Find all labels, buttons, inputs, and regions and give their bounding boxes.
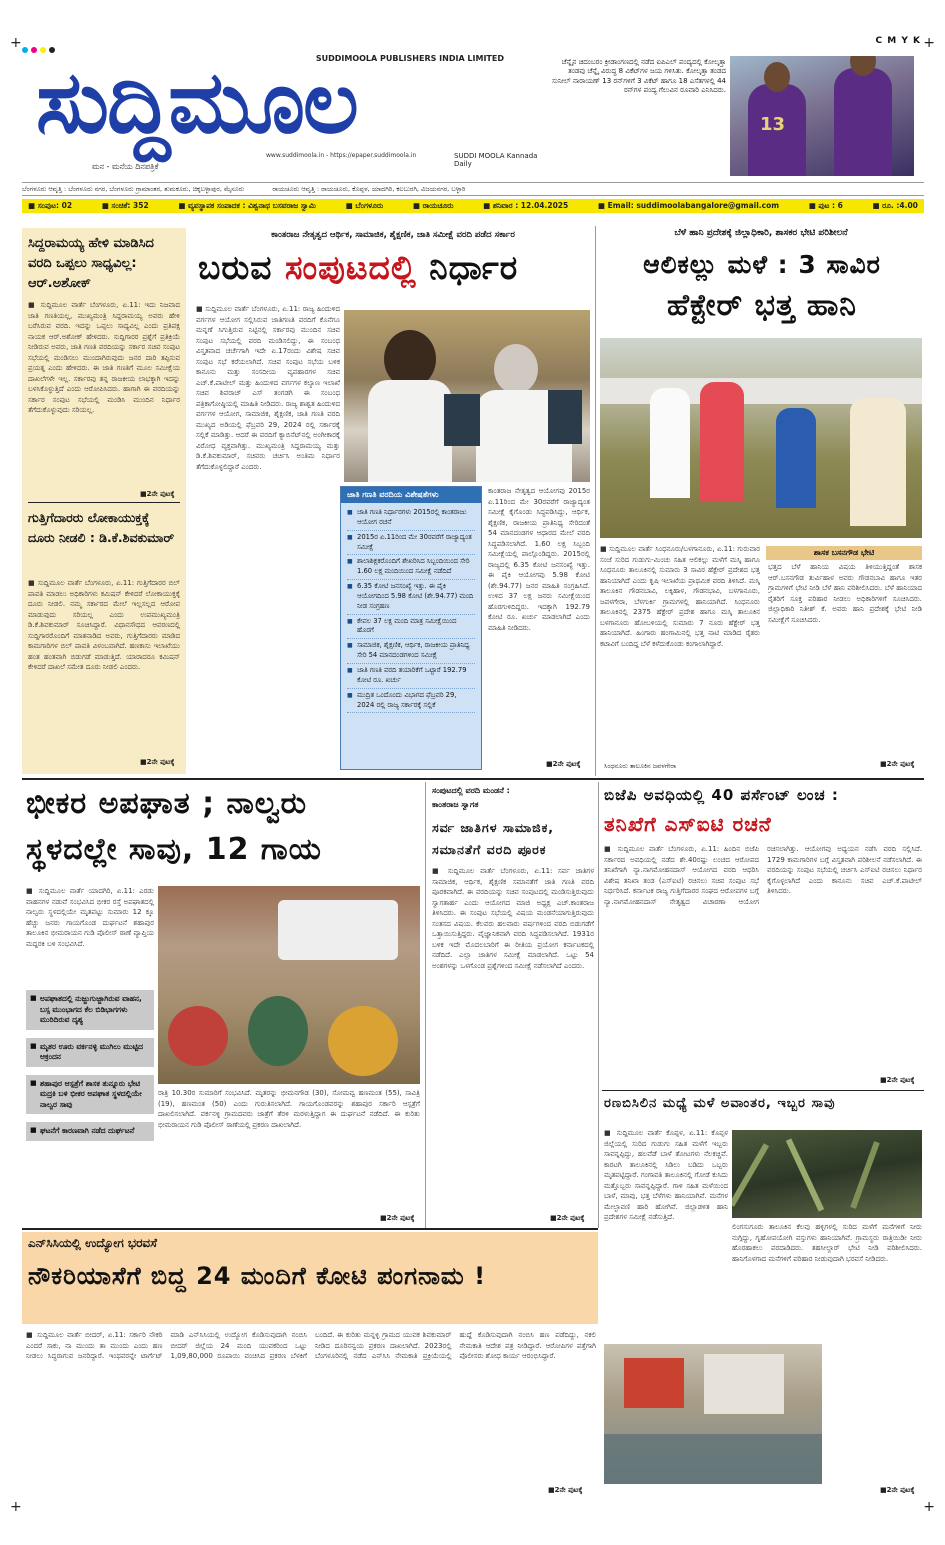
hail-more[interactable]: ■2ನೇ ಪುಟಕ್ಕೆ (880, 760, 915, 768)
hail-body: ■ ಸುದ್ದಿಮೂಲ ವಾರ್ತೆ ಸಿಂಧನೂರು/ಬಳಗಾನೂರು, ಏ.11: ಗುರುವಾರ ಸಂಜೆ ಸುರಿದ ಗುಡುಗು-ಮಿಂಚು ಸಹಿತ ಆಲಿಕಲ್ಲು ಮಳೆಗೆ ಮಸ್ಕಿ ಹಾಗೂ ಸಿಂಧನೂರು ತಾಲೂಕಿನಲ್ಲಿ ಸುಮಾರು 3 ಸಾವಿರ ಹೆಕ್ಟೇರ್ ಪ್ರದೇಶದ ಭತ್ತ ಹಾನಿಯಾಗಿದೆ ಎಂದು ಕೃಷಿ ಇಲಾಖೆಯ ಪ್ರಾಥಮಿಕ ವರದಿ ತಿಳಿಸಿದೆ. ಮಸ್ಕಿ ತಾಲೂಕಿನ ಗೌಡನಬಾವಿ, ಲಕ್ಕಿಹಾಳ, ಗೌಡನಭಾವಿ, ಬಳಗಾನೂರು, ಜವಳಗೇರಾ, ಬೆಳಗುರ್ಕಿ ಗ್ರಾಮಗಳಲ್ಲಿ ಹಾನಿಯಾಗಿದೆ. ಸಿಂಧನೂರು ತಾಲೂಕಿನಲ್ಲಿ 2375 ಹೆಕ್ಟೇರ್ ಪ್ರದೇಶ ಹಾಗೂ ಮಸ್ಕಿ ತಾಲೂಕಿನ ಬಳಗಾನೂರು ಹೋಬಳಿಯಲ್ಲಿ ಸುಮಾರು 7 ನೂರು ಹೆಕ್ಟೇರ್ ಭತ್ತ ಹಾನಿಯಾಗಿದೆ. ಹಿಂಗಾರು ಹಂಗಾಮಿನಲ್ಲಿ ಭತ್ತ ನಾಟಿ ಮಾಡಿದ ರೈತರು ಕಟಾವಿಗೆ ಬಂದಿದ್ದ ಬೆಳೆ ಕಳೆದುಕೊಂಡು ಕಂಗಾಲಾಗಿದ್ದಾರೆ. (600, 545, 760, 648)
list-item: ■ 6.35 ಕೋಟಿ ಜನಸಂಖ್ಯೆ ಇತ್ತು. ಈ ಪೈಕಿ ಆಯೋಗದಿಂದ 5.98 ಕೋಟಿ (ಶೇ.94.77) ಮಂದಿ ನೀಡ ಸಂಗ್ರಹಣ (347, 580, 475, 615)
publisher-name: SUDDIMOOLA PUBLISHERS INDIA LIMITED (315, 54, 504, 63)
issue-date: ■ ಶನಿವಾರ : 12.04.2025 (483, 201, 569, 210)
hail-caption: ಸಿಂಧನೂರು ತಾಲೂಕಿನ ಜವಳಗೇರಾ (604, 762, 677, 770)
ncc-headline[interactable]: ನೌಕರಿಯಾಸೆಗೆ ಬಿದ್ದ 24 ಮಂದಿಗೆ ಕೋಟಿ ಪಂಗನಾಮ ! (28, 1262, 487, 1290)
daily-label: SUDDI MOOLA Kannada Daily (454, 152, 538, 168)
press-conference-photo (344, 310, 590, 482)
survey-body: ■ ಸುದ್ದಿಮೂಲ ವಾರ್ತೆ ಬೆಂಗಳೂರು, ಏ.11: ಸರ್ವ ಜಾತಿಗಳ ಸಾಮಾಜಿಕ, ಆರ್ಥಿಕ, ಶೈಕ್ಷಣಿಕ ಸಮಾನತೆಗೆ ಜಾತಿ ಗಣತಿ ವರದಿ ಪೂರಕವಾಗಿದೆ. ಈ ವರದಿಯನ್ನು ಸಚಿವ ಸಂಪುಟದಲ್ಲಿ ಮಂಡಿಸುತ್ತಿರುವುದು ಸ್ವಾಗತಾರ್ಹ ಎಂದು ಆಯೋಗದ ಮಾಜಿ ಅಧ್ಯಕ್ಷ ಎಚ್.ಕಾಂತರಾಜ ತಿಳಿಸಿದರು. ಈ ಸಂಪುಟ ಸಭೆಯಲ್ಲಿ ವಿಷಯ ಮಂಡನೆಯಾಗುತ್ತಿರುವುದು ಸಂತಸದ ವಿಷಯ. ಕೆಲವರು ಹಲವಾರು ವರ್ಷಗಳಿಂದ ವರದಿ ಬಿಡುಗಡೆಗೆ ಒತ್ತಾಯಿಸುತ್ತಿದ್ದರು. ವೈಜ್ಞಾನಿಕವಾಗಿ ವರದಿ ಸಿದ್ಧಪಡಿಸಲಾಗಿದೆ. 1931ರ ಬಳಿಕ ಇದೇ ಮೊದಲಬಾರಿಗೆ ಈ ರೀತಿಯ ಪ್ರಯೋಗ ಕರ್ನಾಟಕದಲ್ಲಿ ನಡೆದಿದೆ. ಎಲ್ಲಾ ಜಾತಿಗಳ ಸಮೀಕ್ಷೆ ಮಾಡಲಾಗಿದೆ. ಒಟ್ಟು 54 ಅಂಶಗಳನ್ನು ಒಳಗೊಂಡ ಪ್ರಶ್ನೆಗಳಿಂದ ಸಮೀಕ್ಷೆ ನಡೆಸಲಾಗಿದೆ ಎಂದರು. (432, 867, 594, 970)
sports-teaser: ಚೆನ್ನೈನ ಚಿದಂಬರಂ ಕ್ರೀಡಾಂಗಣದಲ್ಲಿ ನಡೆದ ಐಪಿಎಲ್ ಪಂದ್ಯದಲ್ಲಿ ಕೋಲ್ಕತ್ತಾ ತಂಡವು ಚೆನ್ನೈ ವಿರುದ್ಧ 8 ವಿಕೆಟ್‌ಗಳ ಜಯ ಗಳಿಸಿತು. ಕೋಲ್ಕತ್ತಾ ತಂಡದ ಸುನೀಲ್ ನಾರಾಯಣ್ 13 ರನ್‌ಗಳಿಗೆ 3 ವಿಕೆಟ್ ಹಾಗೂ 18 ಎಸೆತಗಳಲ್ಲಿ 44 ರನ್‌ಗಳ ಪಂದ್ಯ ಗೆಲುವಿನ ರೂವಾರಿ ಎನಿಸಿದರು. (552, 58, 726, 95)
list-item: ■ ಸಾಮಾಜಿಕ, ಶೈಕ್ಷಣಿಕ, ಆರ್ಥಿಕ, ರಾಜಕೀಯ ಪ್ರಾತಿನಿಧ್ಯ ಸೇರಿ 54 ಮಾನದಂಡಗಳಿಂದ ಸಮೀಕ್ಷೆ (347, 639, 475, 664)
accident-more[interactable]: ■2ನೇ ಪುಟಕ್ಕೆ (380, 1214, 415, 1222)
banana-plantation-photo (732, 1130, 922, 1218)
list-item: ■ ಶಹಾಪುರ ಆಸ್ಪತ್ರೆಗೆ ಶಾಸಕ ತುನ್ನೂರು ಭೇಟಿ ಮದ್ರಕಿ ಬಳಿ ಭೀಕರ ಅಪಘಾತ ಸ್ಥಳದಲ್ಲಿಯೇ ನಾಲ್ವರ ಸಾವು (26, 1075, 154, 1115)
accident-body-2: ರಾತ್ರಿ 10.30ರ ಸುಮಾರಿಗೆ ಸಂಭವಿಸಿದೆ. ಮೃತರನ್ನು ಭೀಮನಗೌಡ (30), ಸೋಮವ್ವ ಹಣಮಂತ (55), ಸಾವಿತ್ರಿ (19), ಹಣಮಂತ (50) ಎಂದು ಗುರುತಿಸಲಾಗಿದೆ. ಗಾಯಗೊಂಡವರನ್ನು ಶಹಾಪುರ ಸರ್ಕಾರಿ ಆಸ್ಪತ್ರೆಗೆ ದಾಖಲಿಸಲಾಗಿದೆ. ವರ್ಕನಳ್ಳಿ ಗ್ರಾಮದವರು ಜಾತ್ರೆಗೆ ತೆರಳಿ ಮರಳುತ್ತಿದ್ದಾಗ ಈ ದುರ್ಘಟನೆ ನಡೆದಿದೆ. ಈ ಕುರಿತು ಭೀಮರಾಯನ ಗುಡಿ ಪೊಲೀಸ್ ಠಾಣೆಯಲ್ಲಿ ಪ್ರಕರಣ ದಾಖಲಾಗಿದೆ. (158, 1089, 420, 1129)
masthead (36, 53, 546, 171)
email[interactable]: ■ Email: suddimoolabangalore@gmail.com (597, 201, 780, 210)
lead-body-col2: ಕಾಂತರಾಜ ನೇತೃತ್ವದ ಆಯೋಗವು 2015ರ ಏ.11ರಿಂದ ಮೇ 30ರವರೆಗೆ ರಾಜ್ಯಾದ್ಯಂತ ಸಮೀಕ್ಷೆ ಕೈಗೊಂಡು ಸಿದ್ಧಪಡಿಸಿದ್ದು, ಆರ್ಥಿಕ, ಶೈಕ್ಷಣಿಕ, ರಾಜಕೀಯ ಪ್ರಾತಿನಿಧ್ಯ ಸೇರಿದಂತೆ 54 ಮಾನದಂಡಗಳ ಆಧಾರದ ಮೇಲೆ ವರದಿ ಸಿದ್ಧಪಡಿಸಲಾಗಿದೆ. 1.60 ಲಕ್ಷ ಸಿಬ್ಬಂದಿ ಸಮೀಕ್ಷೆಯಲ್ಲಿ ಪಾಲ್ಗೊಂಡಿದ್ದರು. 2015ರಲ್ಲಿ ರಾಜ್ಯದಲ್ಲಿ 6.35 ಕೋಟಿ ಜನಸಂಖ್ಯೆ ಇತ್ತು. ಈ ಪೈಕಿ ಆಯೋಗವು 5.98 ಕೋಟಿ (ಶೇ.94.77) ಜನರ ಮಾಹಿತಿ ಸಂಗ್ರಹಿಸಿದೆ. ಉಳಿದ 37 ಲಕ್ಷ ಜನರು ಸಮೀಕ್ಷೆಯಿಂದ ಹೊರಗುಳಿದಿದ್ದರು. ಇದಕ್ಕಾಗಿ 192.79 ಕೋಟಿ ರೂ. ಖರ್ಚು ಮಾಡಲಾಗಿದೆ ಎಂದು ಮಾಹಿತಿ ನೀಡಿದರು. (488, 487, 590, 632)
list-item: ■ ಅಪಘಾತದಲ್ಲಿ ನುಜ್ಜುಗುಜ್ಜಾಗಿರುವ ವಾಹನ, ಬಸ್ಸ ಮುಂಭಾಗದ ಕೆಲ ಬಿಡಿಭಾಗಗಳು ಮುರಿದಿರುವ ದೃಶ್ಯ (26, 990, 154, 1030)
hail-headline-2[interactable]: ಹೆಕ್ಟೇರ್ ಭತ್ತ ಹಾನಿ (667, 288, 857, 323)
sit-headline[interactable]: ತನಿಖೆಗೆ ಎಸ್ಐಟಿ ರಚನೆ (604, 812, 772, 836)
editor: ■ ವ್ಯವಸ್ಥಾಪಕ ಸಂಪಾದಕ : ವಿಶ್ವನಾಥ ಬಸವರಾಜ ಸ್ವಾಮಿ (178, 201, 316, 210)
story-ashok-more[interactable]: ■2ನೇ ಪುಟಕ್ಕೆ (140, 490, 175, 498)
survey-more[interactable]: ■2ನೇ ಪುಟಕ್ಕೆ (550, 1214, 585, 1222)
editions-row (22, 182, 924, 196)
list-item: ■ ಜಾತಿ ಗಣತಿ ವರದಿ ತಯಾರಿಕೆಗೆ ಒಟ್ಟಾರೆ 192.79 ಕೋಟಿ ರೂ. ಖರ್ಚು (347, 664, 475, 689)
crop-damage-photo (600, 338, 922, 538)
list-item: ■ 2015ರ ಏ.11ರಿಂದ ಮೇ 30ರವರೆಗೆ ರಾಜ್ಯಾದ್ಯಂತ ಸಮೀಕ್ಷೆ (347, 531, 475, 556)
pages: ■ ಪುಟ : 6 (808, 201, 843, 210)
edition-bengaluru: ಬೆಂಗಳೂರು ಆವೃತ್ತಿ : ಬೆಂಗಳೂರು ನಗರ, ಬೆಂಗಳೂರು ಗ್ರಾಮಾಂತರ, ತುಮಕೂರು, ಚಿಕ್ಕಬಳ್ಳಾಪುರ, ಮೈಸೂರು (22, 185, 245, 193)
registration-mark-icon: + (923, 1499, 935, 1515)
list-item: ■ ಕೇವಲ 37 ಲಕ್ಷ ಮಂದಿ ಮಾತ್ರ ಸಮೀಕ್ಷೆಯಿಂದ ಹೊರಗೆ (347, 615, 475, 640)
rain-body: ■ ಸುದ್ದಿಮೂಲ ವಾರ್ತೆ ಕೊಪ್ಪಳ, ಏ.11: ಕೊಪ್ಪಳ ಜಿಲ್ಲೆಯಲ್ಲಿ ಸುರಿದ ಗುಡುಗು ಸಹಿತ ಮಳೆಗೆ ಇಬ್ಬರು ಸಾವನ್ನಪ್ಪಿದ್ದು, ಹಲವೆಡೆ ಬಾಳೆ ತೋಟಗಳು ನೆಲಕಚ್ಚಿವೆ. ಕಾರಟಗಿ ತಾಲೂಕಿನಲ್ಲಿ ಸಿಡಿಲು ಬಡಿದು ಒಬ್ಬರು ಮೃತಪಟ್ಟಿದ್ದಾರೆ. ಗಂಗಾವತಿ ತಾಲೂಕಿನಲ್ಲಿ ಗೋಡೆ ಕುಸಿದು ಮತ್ತೊಬ್ಬರು ಸಾವನ್ನಪ್ಪಿದ್ದಾರೆ. ಗಾಳಿ ಸಹಿತ ಮಳೆಯಿಂದ ಬಾಳೆ, ಮಾವು, ಭತ್ತ ಬೆಳೆಗಳು ಹಾನಿಯಾಗಿವೆ. ಮನೆಗಳ ಮೇಲ್ಛಾವಣಿ ಹಾರಿ ಹೋಗಿವೆ. ಜಿಲ್ಲಾಡಳಿತ ಹಾನಿ ಪ್ರದೇಶಗಳ ಸಮೀಕ್ಷೆ ನಡೆಸುತ್ತಿದೆ. (604, 1129, 728, 1221)
registration-mark-icon: + (10, 35, 22, 51)
accident-body: ■ ಸುದ್ದಿಮೂಲ ವಾರ್ತೆ ಯಾದಗಿರಿ, ಏ.11: ಎರಡು ವಾಹನಗಳ ನಡುವೆ ಸಂಭವಿಸಿದ ಭೀಕರ ರಸ್ತೆ ಅಪಘಾತದಲ್ಲಿ ನಾಲ್ವರು ಸ್ಥಳದಲ್ಲಿಯೇ ಮೃತಪಟ್ಟು ಸುಮಾರು 12 ಕ್ಕೂ ಹೆಚ್ಚು ಜನರು ಗಾಯಗೊಂಡ ದುರ್ಘಟನೆ ಶಹಾಪುರ ತಾಲೂಕಿನ ಭೀಮರಾಯನ ಗುಡಿ ಪೊಲೀಸ್ ಠಾಣೆ ವ್ಯಾಪ್ತಿಯ ಮದ್ದರಕಿ ಬಳಿ ಸಂಭವಿಸಿದೆ. (26, 887, 154, 948)
ncc-body: ■ ಸುದ್ದಿಮೂಲ ವಾರ್ತೆ ಬೀದರ್, ಏ.11: ಸರ್ಕಾರಿ ನೌಕರಿ ಎಂದರೆ ಸಾಕು, ನಾ ಮುಂದು ತಾ ಮುಂದು ಎಂದು ಹಣ ನೀಡಲು ಸಿದ್ಧರಾಗುವ ಜನರಿದ್ದಾರೆ. ಇಂಥವರನ್ನೇ ಟಾರ್ಗೆಟ್ ಮಾಡಿ ಎನ್‌ಸಿಸಿಯಲ್ಲಿ ಉದ್ಯೋಗ ಕೊಡಿಸುವುದಾಗಿ ನಂಬಿಸಿ ಬೀದರ್ ಜಿಲ್ಲೆಯ 24 ಮಂದಿ ಯುವಕರಿಂದ ಒಟ್ಟು 1,09,80,000 ರೂಪಾಯಿ ವಂಚಿಸಿದ ಪ್ರಕರಣ ಬೆಳಕಿಗೆ ಬಂದಿದೆ. ಈ ಕುರಿತು ಮನ್ನಳ್ಳಿ ಗ್ರಾಮದ ಯುವಕ ಶಿವಕುಮಾರ್ ನೀಡಿದ ದೂರಿನನ್ವಯ ಪ್ರಕರಣ ದಾಖಲಾಗಿದೆ. 2023ರಲ್ಲಿ ಬೆಂಗಳೂರಿನಲ್ಲಿ ನಡೆದ ಎನ್‌ಸಿಸಿ ನೇಮಕಾತಿ ಪ್ರಕ್ರಿಯೆಯಲ್ಲಿ ಹುದ್ದೆ ಕೊಡಿಸುವುದಾಗಿ ನಂಬಿಸಿ ಹಣ ಪಡೆದಿದ್ದು, ನಕಲಿ ನೇಮಕಾತಿ ಆದೇಶ ಪತ್ರ ನೀಡಿದ್ದಾರೆ. ಆರೋಪಿಗಳ ಪತ್ತೆಗಾಗಿ ಪೊಲೀಸರು ಶೋಧ ಕಾರ್ಯ ಆರಂಭಿಸಿದ್ದಾರೆ. (26, 1331, 596, 1360)
sit-kicker[interactable]: ಬಿಜೆಪಿ ಅವಧಿಯಲ್ಲಿ 40 ಪರ್ಸೆಂಟ್ ಲಂಚ : (604, 786, 839, 804)
accident-highlights (26, 990, 154, 1149)
price: ■ ರೂ. :4.00 (872, 201, 918, 210)
mla-visit-body: ಭತ್ತದ ಬೆಳೆ ಹಾನಿಯ ವಿಷಯ ತಿಳಿಯುತ್ತಿದ್ದಂತೆ ಶಾಸಕ ಆರ್.ಬಸನಗೌಡ ತುರ್ವಿಹಾಳ ಅವರು ಗೌಡನಬಾವಿ ಹಾಗೂ ಇತರ ಗ್ರಾಮಗಳಿಗೆ ಭೇಟಿ ನೀಡಿ ಬೆಳೆ ಹಾನಿ ಪರಿಶೀಲಿಸಿದರು. ಬೆಳೆ ಹಾನಿಯಾದ ರೈತರಿಗೆ ಸೂಕ್ತ ಪರಿಹಾರ ನೀಡಲು ಅಧಿಕಾರಿಗಳಿಗೆ ಸೂಚಿಸಿದರು. ಜಿಲ್ಲಾಧಿಕಾರಿ ನಿತೀಶ್ ಕೆ. ಅವರು ಹಾನಿ ಪ್ರದೇಶಕ್ಕೆ ಭೇಟಿ ನೀಡಿ ಸಮೀಕ್ಷೆಗೆ ಸೂಚಿಸಿದರು. (768, 563, 922, 624)
report-box-title: ಜಾತಿ ಗಣತಿ ವರದಿಯ ವಿಶೇಷತೆಗಳು (341, 487, 481, 503)
flooded-house-photo (604, 1344, 822, 1484)
sit-more[interactable]: ■2ನೇ ಪುಟಕ್ಕೆ (880, 1076, 915, 1084)
website-urls[interactable]: www.suddimoola.in - https://epaper.suddimoola.in (266, 152, 417, 159)
list-item: ■ ಮುದ್ರಿತ ಒಂದೊಂದು ವಿಭಾಗದ ಫೆಬ್ರವರಿ 29, 2024 ರಲ್ಲಿ ರಾಜ್ಯ ಸರ್ಕಾರಕ್ಕೆ ಸಲ್ಲಿಕೆ (347, 689, 475, 714)
accident-scene-photo (158, 886, 420, 1084)
survey-kicker-1: ಸಂಪುಟದಲ್ಲಿ ವರದಿ ಮಂಡನೆ : (432, 786, 510, 795)
cricket-photo: 13 (730, 56, 914, 176)
lead-kicker: ಕಾಂತರಾಜ ನೇತೃತ್ವದ ಆರ್ಥಿಕ, ಸಾಮಾಜಿಕ, ಶೈಕ್ಷಣಿಕ, ಜಾತಿ ಸಮೀಕ್ಷೆ ವರದಿ ಪಡೆದ ಸರ್ಕಾರ (271, 230, 515, 240)
ncc-kicker: ಎನ್‌ಸಿಸಿಯಲ್ಲಿ ಉದ್ಯೋಗ ಭರವಸೆ (28, 1236, 157, 1250)
cmyk-label: C M Y K (875, 36, 921, 46)
volume: ■ ಸಂಪುಟ: 02 (28, 201, 73, 210)
hail-headline-1[interactable]: ಆಲಿಕಲ್ಲು ಮಳೆ : 3 ಸಾವಿರ (643, 250, 881, 279)
story-dks-more[interactable]: ■2ನೇ ಪುಟಕ್ಕೆ (140, 758, 175, 766)
rain-body-2: ಲಿಂಗಸುಗೂರು ತಾಲೂಕಿನ ಕೆಲವು ಹಳ್ಳಿಗಳಲ್ಲಿ ಸುರಿದ ಮಳೆಗೆ ಮನೆಗಳಿಗೆ ನೀರು ನುಗ್ಗಿದ್ದು, ಗೃಹೋಪಯೋಗಿ ವಸ್ತುಗಳು ಹಾನಿಯಾಗಿವೆ. ಗ್ರಾಮಸ್ಥರು ರಾತ್ರಿಯಿಡೀ ನೀರು ಹೊರಹಾಕಲು ಪರದಾಡಿದರು. ತಹಸೀಲ್ದಾರ್ ಭೇಟಿ ನೀಡಿ ಪರಿಶೀಲಿಸಿದರು. ಹಾನಿಗೊಳಗಾದ ಮನೆಗಳಿಗೆ ಪರಿಹಾರ ನೀಡುವುದಾಗಿ ಭರವಸೆ ನೀಡಿದರು. (732, 1223, 922, 1263)
list-item: ■ ಜಾತಿ ಗಣತಿ ನಿರ್ಧಾರಗಳು 2015ರಲ್ಲಿ ಕಾಂತರಾಜು ಆಯೋಗ ರಚನೆ (347, 506, 475, 531)
city-bengaluru: ■ ಬೆಂಗಳೂರು (345, 201, 384, 210)
registration-mark-icon: + (10, 1499, 22, 1515)
lead-more[interactable]: ■2ನೇ ಪುಟಕ್ಕೆ (546, 760, 581, 768)
info-bar (22, 199, 924, 213)
story-dks-title[interactable]: ಗುತ್ತಿಗೆದಾರರು ಲೋಕಾಯುಕ್ತಕ್ಕೆ ದೂರು ನೀಡಲಿ : ಡಿ.ಕೆ.ಶಿವಕುಮಾರ್ (28, 510, 175, 545)
rain-headline[interactable]: ರಣಬಿಸಿಲಿನ ಮಧ್ಯೆ ಮಳೆ ಅವಾಂತರ, ಇಬ್ಬರ ಸಾವು (604, 1096, 836, 1111)
list-item: ■ ಮೃತರ ಊರು ವರ್ಕನಳ್ಳಿ ಮುಗಿಲು ಮುಟ್ಟಿದ ಆಕ್ರಂದನ (26, 1038, 154, 1067)
lead-headline[interactable]: ಬರುವ ಸಂಪುಟದಲ್ಲಿ ನಿರ್ಧಾರ (198, 248, 519, 287)
rain-more[interactable]: ■2ನೇ ಪುಟಕ್ಕೆ (880, 1486, 915, 1494)
list-item: ■ ಘಟನೆಗೆ ಕಾರಣವಾಗಿ ನಡೆದ ದುರ್ಘಟನೆ (26, 1122, 154, 1141)
mla-visit-title: ಶಾಸಕ ಬಸನಗೌಡ ಭೇಟಿ (766, 546, 922, 560)
city-raichur: ■ ರಾಯಚೂರು (412, 201, 454, 210)
story-ashok-title[interactable]: ಸಿದ್ದರಾಮಯ್ಯ ಹೇಳಿ ಮಾಡಿಸಿದ ವರದಿ ಒಪ್ಪಲು ಸಾಧ್ಯವಿಲ್ಲ: ಆರ್.ಅಶೋಕ್ (28, 236, 154, 292)
list-item: ■ ಶಾಲಾಶಿಕ್ಷಕರೊಂದಿಗೆ ಶೇಖರಿಸಿದ ಸಿಬ್ಬಂದಿಯಿಂದ ಸೇರಿ 1.60 ಲಕ್ಷ ಮಂದಿಯಿಂದ ಸಮೀಕ್ಷೆ ನಡೆದಿದೆ (347, 555, 475, 580)
hail-kicker: ಬೆಳೆ ಹಾನಿ ಪ್ರದೇಶಕ್ಕೆ ಜಿಲ್ಲಾಧಿಕಾರಿ, ಶಾಸಕರ ಭೇಟಿ ಪರಿಶೀಲನೆ (674, 228, 848, 238)
report-highlights-box (340, 486, 482, 770)
lead-body-col1: ■ ಸುದ್ದಿಮೂಲ ವಾರ್ತೆ ಬೆಂಗಳೂರು, ಏ.11: ರಾಜ್ಯ ಹಿಂದುಳಿದ ವರ್ಗಗಳ ಆಯೋಗ ಸಲ್ಲಿಸಿರುವ ಜಾತಿಗಣತಿ ವರದಿಗೆ ಕೊನೆಗೂ ಮನ್ನಣೆ ಸಿಗುತ್ತಿರುವ ನಿಟ್ಟಿನಲ್ಲಿ ಸರ್ಕಾರವು ಮುಂದಿನ ಸಚಿವ ಸಂಪುಟ ಸಭೆಯಲ್ಲಿ ವರದಿ ಮಂಡಿಸಲಿದ್ದು, ಈ ಸಂಬಂಧ ವಿಸ್ತೃತವಾದ ಚರ್ಚೆಗಾಗಿ ಇದೇ ಏ.17ರಂದು ವಿಶೇಷ ಸಚಿವ ಸಂಪುಟ ಸಭೆ ಕರೆಯಲಾಗಿದೆ. ಸಚಿವ ಸಂಪುಟ ಸಭೆಯ ಬಳಿಕ ಕಾನೂನು ಮತ್ತು ಸಂಸದೀಯ ವ್ಯವಹಾರಗಳ ಸಚಿವ ಎಚ್.ಕೆ.ಪಾಟೀಲ್ ಮತ್ತು ಹಿಂದುಳಿದ ವರ್ಗಗಳ ಕಲ್ಯಾಣ ಇಲಾಖೆ ಸಚಿವ ಶಿವರಾಜ್ ಎಸ್ ತಂಗಡಗಿ ಈ ಸಂಬಂಧ ಪತ್ರಿಕಾಗೋಷ್ಠಿಯಲ್ಲಿ ಮಾಹಿತಿ ನೀಡಿದರು. ರಾಜ್ಯ ಶಾಶ್ವತ ಹಿಂದುಳಿದ ವರ್ಗಗಳ ಆಯೋಗ, ಸಾಮಾಜಿಕ, ಶೈಕ್ಷಣಿಕ, ಜಾತಿ ಗಣತಿ ವರದಿ ಮುಖ್ಯದ ಅಡಿಯಲ್ಲಿ ಫೆಬ್ರವರಿ 29, 2024 ರಲ್ಲಿ ಸರ್ಕಾರಕ್ಕೆ ಸಲ್ಲಿಕೆ ಮಾಡಿತ್ತು. ಆದರೆ ಈ ವರದಿಗೆ ಕ್ಯಾಬಿನೆಟ್‌ನಲ್ಲಿ ಅಂಗೀಕಾರಕ್ಕೆ ವಿರೋಧ ವ್ಯಕ್ತವಾಗಿತ್ತು. ಮುಖ್ಯಮಂತ್ರಿ ಸಿದ್ದರಾಮಯ್ಯ ಮತ್ತು ಡಿ.ಕೆ.ಶಿವಕುಮಾರ್, ಸಚಿವರು ಚರ್ಚಿಸಿ ಅಂತಿಮ ನಿರ್ಧಾರ ತೆಗೆದುಕೊಳ್ಳಲಿದ್ದಾರೆ ಎಂದರು. (196, 305, 340, 471)
story-dks-body: ■ ಸುದ್ದಿಮೂಲ ವಾರ್ತೆ ಬೆಂಗಳೂರು, ಏ.11: ಗುತ್ತಿಗೆದಾರರ ಬಿಲ್ ಪಾವತಿ ಮಾಡಲು ಅಧಿಕಾರಿಗಳು ಕಮಿಷನ್ ಕೇಳಿದರೆ ಲೋಕಾಯುಕ್ತಕ್ಕೆ ದೂರು ನೀಡಲಿ. ನಮ್ಮ ಸರ್ಕಾರದ ಮೇಲೆ ಇಲ್ಲಸಲ್ಲದ ಆರೋಪ ಮಾಡುವುದು ಸರಿಯಲ್ಲ ಎಂದು ಉಪಮುಖ್ಯಮಂತ್ರಿ ಡಿ.ಕೆ.ಶಿವಕುಮಾರ್ ಸೂಚಿಸಿದ್ದಾರೆ. ವಿಧಾನಸೌಧದ ಆವರಣದಲ್ಲಿ ಸುದ್ದಿಗಾರರೊಂದಿಗೆ ಮಾತನಾಡಿದ ಅವರು, ಗುತ್ತಿಗೆದಾರರು ಮಾಡಿದ ಕಾಮಗಾರಿಗಳ ಬಿಲ್ ಪಾವತಿ ವಿಳಂಬವಾಗಿದೆ. ಹಣಕಾಸು ಇಲಾಖೆಯು ಹಂತ ಹಂತವಾಗಿ ಬಿಡುಗಡೆ ಮಾಡುತ್ತಿದೆ. ಯಾರಾದರೂ ಕಮಿಷನ್ ಕೇಳಿದರೆ ದಾಖಲೆ ಸಮೇತ ದೂರು ನೀಡಲಿ ಎಂದರು. (28, 579, 180, 671)
survey-headline-1[interactable]: ಸರ್ವ ಜಾತಿಗಳ ಸಾಮಾಜಿಕ, (432, 820, 554, 835)
edition-raichur: ರಾಯಚೂರು ಆವೃತ್ತಿ : ರಾಯಚೂರು, ಕೊಪ್ಪಳ, ಯಾದಗಿರಿ, ಕಲಬುರಗಿ, ವಿಜಯನಗರ, ಬಳ್ಳಾರಿ (272, 185, 466, 193)
survey-kicker-2: ಕಾಂತರಾಜ ಸ್ವಾಗತ (432, 800, 479, 809)
accident-headline-2[interactable]: ಸ್ಥಳದಲ್ಲೇ ಸಾವು, 12 ಗಾಯ (26, 832, 322, 867)
sit-body: ■ ಸುದ್ದಿಮೂಲ ವಾರ್ತೆ ಬೆಂಗಳೂರು, ಏ.11: ಹಿಂದಿನ ಬಿಜೆಪಿ ಸರ್ಕಾರದ ಅವಧಿಯಲ್ಲಿ ನಡೆದ ಶೇ.40ರಷ್ಟು ಲಂಚದ ಆರೋಪದ ತನಿಖೆಗಾಗಿ ನ್ಯಾ.ನಾಗಮೋಹನದಾಸ್ ಆಯೋಗದ ವರದಿ ಆಧರಿಸಿ ವಿಶೇಷ ತನಿಖಾ ತಂಡ (ಎಸ್‌ಐಟಿ) ರಚಿಸಲು ಸಚಿವ ಸಂಪುಟ ಸಭೆ ನಿರ್ಧರಿಸಿದೆ. ಕರ್ನಾಟಕ ರಾಜ್ಯ ಗುತ್ತಿಗೆದಾರರ ಸಂಘದ ಆರೋಪಗಳ ಬಗ್ಗೆ ನ್ಯಾ.ನಾಗಮೋಹನದಾಸ್ ನೇತೃತ್ವದ ವಿಚಾರಣಾ ಆಯೋಗ ರಚಿಸಲಾಗಿತ್ತು. ಆಯೋಗವು ಅಧ್ಯಯನ ನಡೆಸಿ ವರದಿ ಸಲ್ಲಿಸಿದೆ. 1729 ಕಾಮಗಾರಿಗಳ ಬಗ್ಗೆ ವಿಸ್ತೃತವಾಗಿ ಪರಿಶೀಲನೆ ನಡೆಸಲಾಗಿದೆ. ಈ ವರದಿಯನ್ನು ಸಂಪುಟ ಸಭೆಯಲ್ಲಿ ಚರ್ಚಿಸಿ ಎಸ್ಐಟಿ ರಚಿಸಲು ನಿರ್ಧಾರ ಕೈಗೊಳ್ಳಲಾಗಿದೆ ಎಂದು ಕಾನೂನು ಸಚಿವ ಎಚ್.ಕೆ.ಪಾಟೀಲ್ ತಿಳಿಸಿದರು. (604, 845, 922, 906)
story-ashok-body: ■ ಸುದ್ದಿಮೂಲ ವಾರ್ತೆ ಬೆಂಗಳೂರು, ಏ.11: ಇದು ನಿಜವಾದ ಜಾತಿ ಗಣತಿಯಲ್ಲ, ಮುಖ್ಯಮಂತ್ರಿ ಸಿದ್ದರಾಮಯ್ಯ ಅವರು ಹೇಳಿ ಬರೆಸಿರುವ ವರದಿ. ಇದನ್ನು ಒಪ್ಪಲು ಸಾಧ್ಯವಿಲ್ಲ ಎಂದು ಪ್ರತಿಪಕ್ಷ ನಾಯಕ ಆರ್.ಅಶೋಕ್ ಹೇಳಿದರು. ಸುದ್ದಿಗಾರರ ಪ್ರಶ್ನೆಗೆ ಪ್ರತಿಕ್ರಿಯೆ ನೀಡಿರುವ ಅವರು, ಜಾತಿ ಗಣತಿ ವರದಿಯನ್ನು ಸರ್ಕಾರ ಸಚಿವ ಸಂಪುಟ ಸಭೆಯಲ್ಲಿ ಮಂಡಿಸಲು ಮುಂದಾಗಿರುವುದು ಜನರ ದಾರಿ ತಪ್ಪಿಸುವ ಪ್ರಯತ್ನ ಎಂದು ಹೇಳಿದರು. ಈ ಜಾತಿ ಗಣತಿಗೆ ಮೂಲ ಸಮೀಕ್ಷೆಯ ದಾಖಲೆಗಳೇ ಇಲ್ಲ. ಸರ್ಕಾರವು ತನ್ನ ರಾಜಕೀಯ ಲಾಭಕ್ಕಾಗಿ ಇದನ್ನು ಬಳಸಿಕೊಳ್ಳುತ್ತಿದೆ ಎಂದು ಆರೋಪಿಸಿದರು. ಹಾಗಾಗಿ ಈ ವರದಿಯನ್ನು ಸರ್ಕಾರ ಸಂಪುಟ ಸಭೆಯಲ್ಲಿ ಮಂಡಿಸಿ ಮುಂದಿನ ನಿರ್ಧಾರ ತೆಗೆದುಕೊಳ್ಳುವುದು ಸರಿಯಲ್ಲ. (28, 301, 180, 414)
ncc-more[interactable]: ■2ನೇ ಪುಟಕ್ಕೆ (548, 1486, 583, 1494)
survey-headline-2[interactable]: ಸಮಾನತೆಗೆ ವರದಿ ಪೂರಕ (432, 842, 547, 857)
registration-mark-icon: + (923, 35, 935, 51)
report-highlights-list (341, 503, 481, 716)
accident-headline-1[interactable]: ಭೀಕರ ಅಪಘಾತ ; ನಾಲ್ವರು (26, 786, 308, 821)
tagline: ಮನ - ಮನೆಯ ದಿನಪತ್ರಿಕೆ (92, 162, 159, 171)
masthead-title: ಸುದ್ದಿಮೂಲ (36, 53, 357, 153)
issue: ■ ಸಂಚಿಕೆ: 352 (101, 201, 149, 210)
